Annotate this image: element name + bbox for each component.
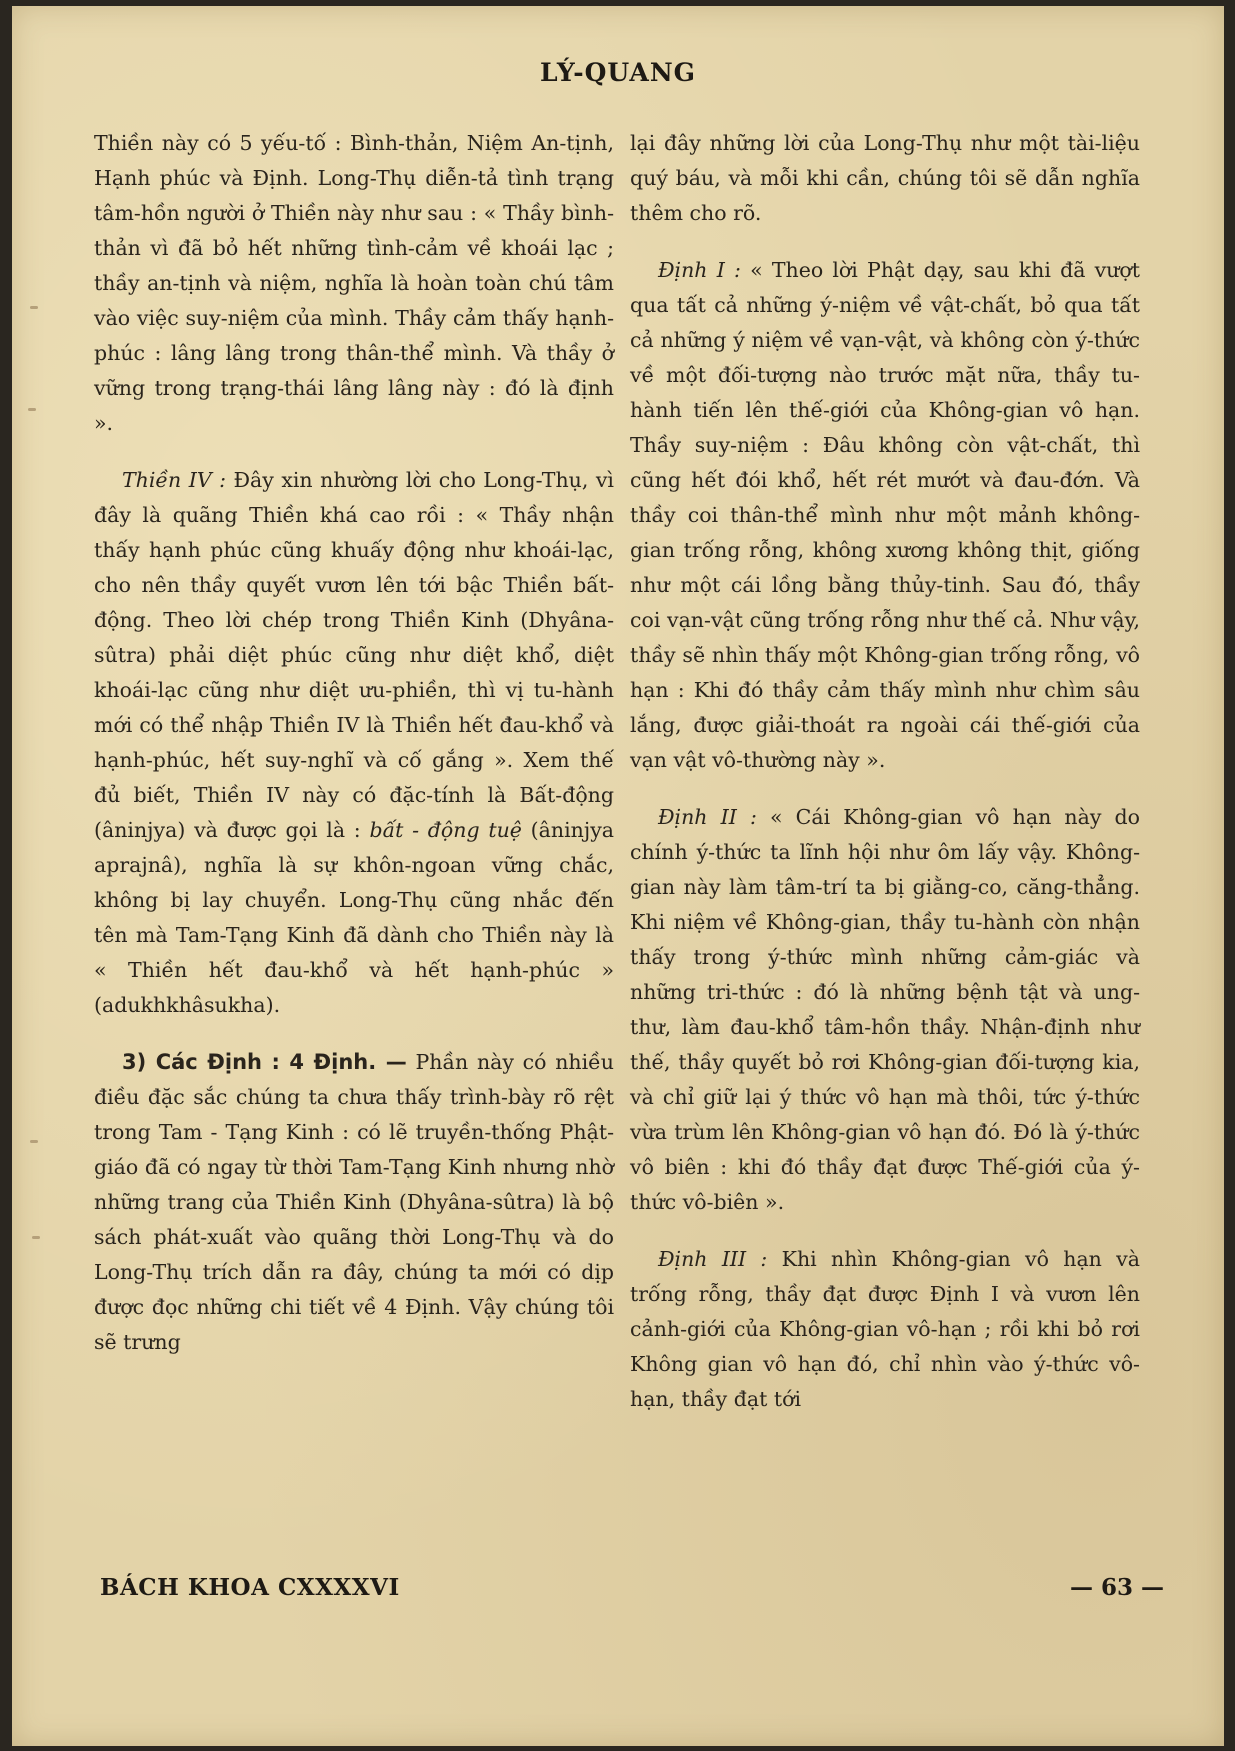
dinh-ii-lead: Định II : <box>658 805 757 829</box>
thien-iv-lead: Thiền IV : <box>122 468 227 492</box>
right-column <box>630 126 1140 1439</box>
cac-dinh-text: Phần này có nhiều điều đặc sắc chúng ta chưa thấy trình-bày rõ rệt trong Tam - Tạng Kinh : có lẽ truyền-thống Phật-giáo đã có ngay từ thời Tam-Tạng Kinh nhưng nhờ những trang của Thiền Kinh (Dhyâna-sûtra) là bộ sách phát-xuất vào quãng thời Long-Thụ và do Long-Thụ trích dẫn ra đây, chúng ta mới có dịp được đọc những chi tiết về 4 Định. Vậy chúng tôi sẽ trưng <box>94 1050 614 1354</box>
dinh-i-lead: Định I : <box>658 258 741 282</box>
magazine-page <box>12 6 1224 1746</box>
paper-speck <box>28 408 36 411</box>
paragraph-dinh-ii <box>630 800 1140 1220</box>
paragraph-dinh-i <box>630 253 1140 778</box>
thien-iv-end: (âninjya aprajnâ), nghĩa là sự khôn-ngoan vững chắc, không bị lay chuyển. Long-Thụ cũng nhắc đến tên mà Tam-Tạng Kinh đã dành cho Thiền này là « Thiền hết đau-khổ và hết hạnh-phúc » (adukhkhâsukha). <box>94 818 615 1017</box>
thien-iv-text: Đây xin nhường lời cho Long-Thụ, vì đây là quãng Thiền khá cao rồi : « Thầy nhận thấy hạnh phúc cũng khuấy động như khoái-lạc, cho nên thầy quyết vươn lên tới bậc Thiền bất-động. Theo lời chép trong Thiền Kinh (Dhyâna-sûtra) phải diệt phúc cũng như diệt khổ, diệt khoái-lạc cũng như diệt ưu-phiền, thì vị tu-hành mới có thể nhập Thiền IV là Thiền hết đau-khổ và hạnh-phúc, hết suy-nghĩ và cố gắng ». Xem thế đủ biết, Thiền IV này có đặc-tính là Bất-động (âninjya) và được gọi là : <box>94 468 614 842</box>
section-heading-cac-dinh: 3) Các Định : 4 Định. — <box>122 1050 407 1074</box>
paragraph-continuation: lại đây những lời của Long-Thụ như một tài-liệu quý báu, và mỗi khi cần, chúng tôi sẽ dẫn nghĩa thêm cho rõ. <box>630 131 1140 225</box>
term-bat-dong-tue: bất - động tuệ <box>369 818 522 842</box>
page-number: — 63 — <box>1070 1574 1165 1601</box>
dinh-ii-text: « Cái Không-gian vô hạn này do chính ý-thức ta lĩnh hội như ôm lấy vậy. Không-gian này làm tâm-trí ta bị giằng-co, căng-thẳng. Khi niệm về Không-gian, thầy tu-hành còn nhận thấy trong ý-thức mình những cảm-giác và những tri-thức : đó là những bệnh tật và ung-thư, làm đau-khổ tâm-hồn thầy. Nhận-định như thế, thầy quyết bỏ rơi Không-gian đối-tượng kia, và chỉ giữ lại ý thức vô hạn mà thôi, tức ý-thức vừa trùm lên Không-gian vô hạn đó. Đó là ý-thức vô biên : khi đó thầy đạt được Thế-giới của ý-thức vô-biên ». <box>630 805 1140 1214</box>
left-column <box>94 126 614 1382</box>
running-header: LÝ-QUANG <box>539 58 697 87</box>
dinh-iii-lead: Định III : <box>658 1247 768 1271</box>
paragraph-dinh-iii <box>630 1242 1140 1417</box>
paper-speck <box>30 306 38 309</box>
paragraph-thien-iii-cont: Thiền này có 5 yếu-tố : Bình-thản, Niệm An-tịnh, Hạnh phúc và Định. Long-Thụ diễn-tả tình trạng tâm-hồn người ở Thiền này như sau : « Thầy bình-thản vì đã bỏ hết những tình-cảm về khoái lạc ; thầy an-tịnh và niệm, nghĩa là hoàn toàn chú tâm vào việc suy-niệm của mình. Thầy cảm thấy hạnh-phúc : lâng lâng trong thân-thể mình. Và thầy ở vững trong trạng-thái lâng lâng này : đó là định ». <box>94 131 614 435</box>
paragraph-cac-dinh <box>94 1045 614 1360</box>
dinh-i-text: « Theo lời Phật dạy, sau khi đã vượt qua tất cả những ý-niệm về vật-chất, bỏ qua tất cả những ý niệm về vạn-vật, và không còn ý-thức về một đối-tượng nào trước mặt nữa, thầy tu-hành tiến lên thế-giới của Không-gian vô hạn. Thầy suy-niệm : Đâu không còn vật-chất, thì cũng hết đói khổ, hết rét mướt và đau-đớn. Và thầy coi thân-thể mình như một mảnh không-gian trống rỗng, không xương không thịt, giống như một cái lồng bằng thủy-tinh. Sau đó, thầy coi vạn-vật cũng trống rỗng như thế cả. Như vậy, thầy sẽ nhìn thấy một Không-gian trống rỗng, vô hạn : Khi đó thầy cảm thấy mình như chìm sâu lắng, được giải-thoát ra ngoài cái thế-giới của vạn vật vô-thường này ». <box>630 258 1140 772</box>
paragraph-thien-iv <box>94 463 614 1023</box>
dinh-iii-text: Khi nhìn Không-gian vô hạn và trống rỗng, thầy đạt được Định I và vươn lên cảnh-giới của Không-gian vô-hạn ; rồi khi bỏ rơi Không gian vô hạn đó, chỉ nhìn vào ý-thức vô-hạn, thầy đạt tới <box>630 1247 1140 1411</box>
journal-footer: BÁCH KHOA CXXXXVI <box>100 1574 400 1601</box>
paper-speck <box>32 1236 40 1239</box>
paper-speck <box>30 1140 38 1143</box>
